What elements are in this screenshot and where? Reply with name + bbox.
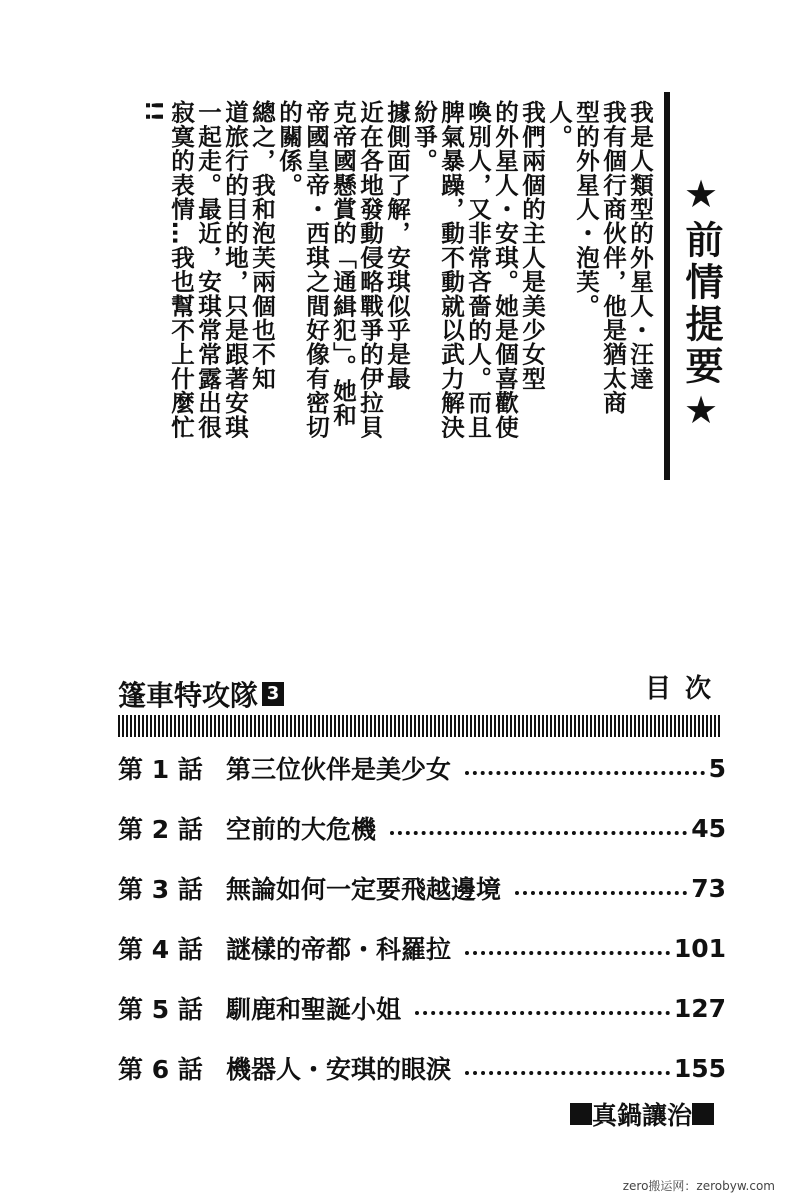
book-title [118,674,284,714]
synopsis-line: 近在各地發動侵略戰爭的伊拉貝 [356,100,384,439]
square-icon [570,1103,592,1125]
decorative-ruler [118,715,722,737]
toc-entry[interactable] [118,1048,726,1088]
synopsis-line: 總之，我和泡芙兩個也不知 [248,100,276,391]
chapter-title: 無論如何一定要飛越邊境 [226,875,502,904]
chapter-page: 101 [673,933,726,963]
leader-dots [390,821,687,835]
square-icon [692,1103,714,1125]
volume-badge: 3 [262,682,284,706]
chapter-number: 第 5 話 [118,995,203,1024]
chapter-title: 馴鹿和聖誕小姐 [226,995,402,1024]
synopsis-line: 據側面了解，安琪似乎是最 [383,100,411,391]
chapter-title: 第三位伙伴是美少女 [226,755,452,784]
chapter-number: 第 6 話 [118,1055,203,1084]
chapter-number: 第 3 話 [118,875,203,904]
synopsis-line: 我有個行商伙伴，他是猶太商 [599,100,627,415]
chapter-number: 第 2 話 [118,815,203,844]
synopsis-line: !! [140,100,168,123]
chapter-page: 45 [691,813,726,843]
synopsis-line: 寂寞的表情…我也幫不上什麼忙 [167,100,195,439]
chapter-page: 155 [673,1053,726,1083]
synopsis-line: 紛爭。 [410,100,438,173]
synopsis-line: 型的外星人・泡芙。 [572,100,600,318]
toc-entry[interactable] [118,808,726,848]
toc-entry[interactable] [118,988,726,1028]
synopsis-line: 道旅行的目的地，只是跟著安琪 [221,100,249,439]
synopsis-line: 帝國皇帝・西琪之間好像有密切 [302,100,330,439]
toc-heading: 目次 [645,674,726,704]
synopsis-heading: ★前情提要★ [679,172,723,436]
chapter-title: 機器人・安琪的眼淚 [226,1055,452,1084]
synopsis-text [138,100,654,500]
synopsis-line: 一起走。最近，安琪常常露出很 [194,100,222,439]
author [570,1096,714,1132]
synopsis-line: 的關係。 [275,100,303,197]
leader-dots [465,941,670,955]
toc-entry[interactable] [118,928,726,968]
synopsis-line: 的外星人・安琪。她是個喜歡使 [491,100,519,439]
synopsis-line: 克帝國懸賞的「通緝犯」。她和 [329,100,357,428]
leader-dots [415,1001,670,1015]
chapter-title: 空前的大危機 [226,815,377,844]
synopsis-line: 脾氣暴躁，動不動就以武力解決 [437,100,465,439]
leader-dots [515,881,687,895]
chapter-page: 5 [708,753,726,783]
chapter-number: 第 4 話 [118,935,203,964]
heading-bar [664,92,670,480]
watermark-footer: zero搬运网：zerobyw.com [622,1179,775,1193]
chapter-page: 127 [673,993,726,1023]
book-title-text: 篷車特攻隊 [118,679,259,712]
synopsis-line: 人。 [545,100,573,149]
toc-entry[interactable] [118,748,726,788]
author-name: 真鍋讓治 [592,1101,693,1130]
synopsis-line: 我是人類型的外星人・汪達 [626,100,654,391]
leader-dots [465,761,705,775]
chapter-page: 73 [691,873,726,903]
toc-entry[interactable] [118,868,726,908]
chapter-title: 謎樣的帝都・科羅拉 [226,935,452,964]
synopsis-line: 我們兩個的主人是美少女型 [518,100,546,391]
leader-dots [465,1061,670,1075]
chapter-number: 第 1 話 [118,755,203,784]
synopsis-line: 喚別人，又非常吝嗇的人。而且 [464,100,492,439]
